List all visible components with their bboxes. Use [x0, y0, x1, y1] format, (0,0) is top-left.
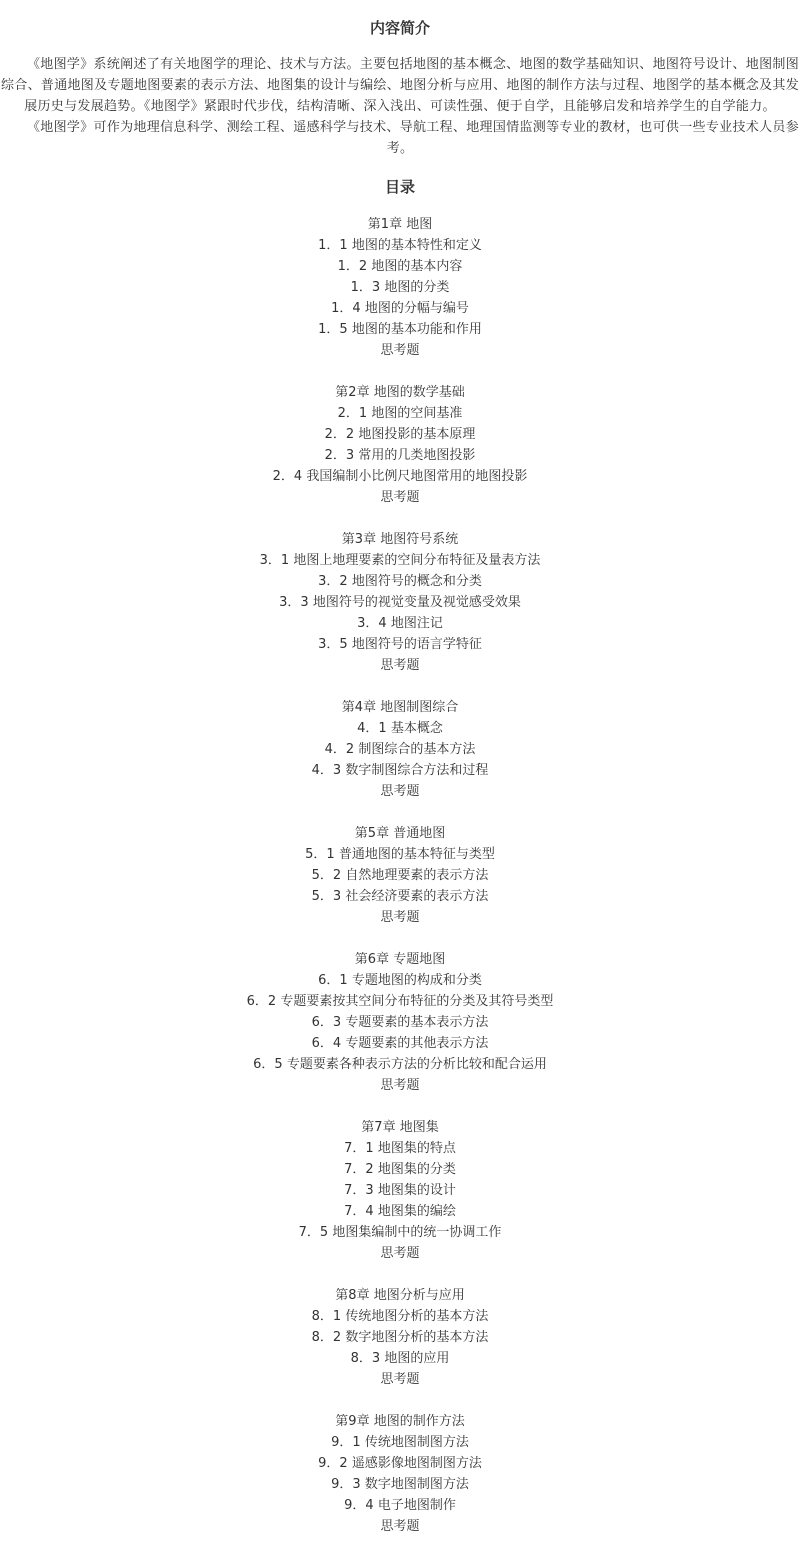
toc-section-item: 思考题	[380, 343, 420, 358]
toc-chapter-heading: 第2章 地图的数学基础	[335, 385, 465, 400]
toc-section-item: 1．3 地图的分类	[350, 280, 450, 295]
toc-section-item: 2．2 地图投影的基本原理	[324, 427, 476, 442]
toc-section-item: 思考题	[380, 1078, 420, 1093]
toc-chapter-heading: 第1章 地图	[367, 217, 433, 232]
toc-section-item: 5．2 自然地理要素的表示方法	[311, 868, 489, 883]
toc-section-item: 7．1 地图集的特点	[344, 1141, 456, 1156]
toc-section-item: 3．2 地图符号的概念和分类	[318, 574, 482, 589]
toc-chapter-heading: 第6章 专题地图	[354, 952, 446, 967]
toc-section-item: 思考题	[380, 784, 420, 799]
intro-text	[0, 54, 800, 159]
toc-chapter	[0, 1411, 800, 1537]
toc-section-item: 6．5 专题要素各种表示方法的分析比较和配合运用	[253, 1057, 547, 1072]
intro-paragraph: 《地图学》可作为地理信息科学、测绘工程、遥感科学与技术、导航工程、地理国情监测等专业的教材，也可供一些专业技术人员参考。	[27, 120, 799, 156]
toc-section-item: 7．2 地图集的分类	[344, 1162, 456, 1177]
toc-section-item: 7．3 地图集的设计	[344, 1183, 456, 1198]
toc-chapter	[0, 823, 800, 928]
toc-section-item: 3．1 地图上地理要素的空间分布特征及量表方法	[259, 553, 541, 568]
toc-chapter	[0, 1117, 800, 1264]
toc-section-item: 4．3 数字制图综合方法和过程	[311, 763, 489, 778]
toc-chapter-heading: 第3章 地图符号系统	[341, 532, 459, 547]
toc-section-item: 思考题	[380, 910, 420, 925]
toc-section-item: 6．2 专题要素按其空间分布特征的分类及其符号类型	[246, 994, 554, 1009]
toc-chapter	[0, 1285, 800, 1390]
toc-section-item: 9．2 遥感影像地图制图方法	[318, 1456, 482, 1471]
toc-section-item: 9．1 传统地图制图方法	[331, 1435, 469, 1450]
toc-section-item: 思考题	[380, 1519, 420, 1534]
toc-chapter-heading: 第9章 地图的制作方法	[335, 1414, 465, 1429]
toc-section-item: 6．3 专题要素的基本表示方法	[311, 1015, 489, 1030]
toc-section-item: 2．3 常用的几类地图投影	[324, 448, 476, 463]
intro-title: 内容简介	[369, 19, 430, 37]
toc-section-item: 3．3 地图符号的视觉变量及视觉感受效果	[279, 595, 521, 610]
toc-chapter	[0, 949, 800, 1096]
intro-paragraph: 《地图学》系统阐述了有关地图学的理论、技术与方法。主要包括地图的基本概念、地图的数学基础知识、地图符号设计、地图制图综合、普通地图及专题地图要素的表示方法、地图集的设计与编绘、地图分析与应用、地图的制作方法与过程、地图学的基本概念及其发展历史与发展趋势。《地图学》紧跟时代步伐，结构清晰、深入浅出、可读性强、便于自学，且能够启发和培养学生的自学能力。	[1, 57, 800, 114]
toc-section-item: 9．4 电子地图制作	[344, 1498, 456, 1513]
toc-section-item: 思考题	[380, 490, 420, 505]
toc-section-item: 4．2 制图综合的基本方法	[324, 742, 476, 757]
toc-section-item: 5．3 社会经济要素的表示方法	[311, 889, 489, 904]
toc-section-item: 6．1 专题地图的构成和分类	[318, 973, 482, 988]
toc-section-item: 思考题	[380, 1372, 420, 1387]
toc-section-item: 7．4 地图集的编绘	[344, 1204, 456, 1219]
toc-section-item: 6．4 专题要素的其他表示方法	[311, 1036, 489, 1051]
toc-section-item: 8．1 传统地图分析的基本方法	[311, 1309, 489, 1324]
toc-section-item: 2．1 地图的空间基准	[337, 406, 463, 421]
toc-section-item: 7．5 地图集编制中的统一协调工作	[298, 1225, 502, 1240]
toc-section-item: 8．3 地图的应用	[350, 1351, 450, 1366]
toc-chapter-heading: 第4章 地图制图综合	[341, 700, 459, 715]
toc-section-item: 1．4 地图的分幅与编号	[331, 301, 469, 316]
toc-section-item: 9．3 数字地图制图方法	[331, 1477, 469, 1492]
toc-section-item: 1．1 地图的基本特性和定义	[318, 238, 482, 253]
toc-section-item: 2．4 我国编制小比例尺地图常用的地图投影	[272, 469, 528, 484]
toc-chapter	[0, 529, 800, 676]
toc-section-item: 8．2 数字地图分析的基本方法	[311, 1330, 489, 1345]
toc-chapter	[0, 382, 800, 508]
toc-title: 目录	[384, 178, 415, 196]
toc-section-item: 思考题	[380, 658, 420, 673]
toc-section-item: 1．2 地图的基本内容	[337, 259, 463, 274]
toc-section-item: 4．1 基本概念	[357, 721, 443, 736]
toc-section-item: 3．5 地图符号的语言学特征	[318, 637, 482, 652]
toc-chapter-heading: 第8章 地图分析与应用	[335, 1288, 465, 1303]
toc-chapter-heading: 第7章 地图集	[361, 1120, 439, 1135]
toc-section-item: 5．1 普通地图的基本特征与类型	[305, 847, 495, 862]
toc-chapter	[0, 214, 800, 361]
toc-chapter-heading: 第5章 普通地图	[354, 826, 446, 841]
table-of-contents	[0, 214, 800, 1537]
toc-section-item: 1．5 地图的基本功能和作用	[318, 322, 482, 337]
toc-chapter	[0, 697, 800, 802]
toc-section-item: 思考题	[380, 1246, 420, 1261]
toc-section-item: 3．4 地图注记	[357, 616, 443, 631]
